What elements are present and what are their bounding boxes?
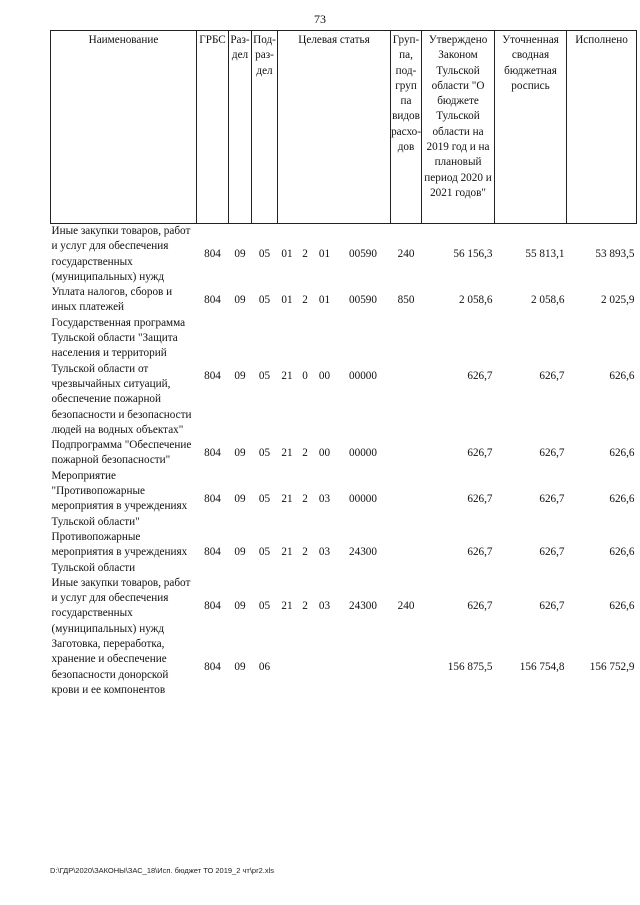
row-target-part-2: 2 xyxy=(302,492,308,505)
row-executed: 626,6 xyxy=(609,446,635,459)
row-target-part-2: 2 xyxy=(302,293,308,306)
row-name: Мероприятие "Противопожарные мероприятия в учреждениях Тульской области" xyxy=(51,469,188,528)
row-approved: 56 156,3 xyxy=(453,247,493,260)
row-executed: 626,6 xyxy=(609,370,635,383)
row-executed: 626,6 xyxy=(609,599,635,612)
table-row xyxy=(51,576,637,637)
header-name: Наименование xyxy=(51,31,197,224)
header-expense-group: Груп-па, под-груп па видов расхо-дов xyxy=(391,31,422,224)
row-target-part-2 xyxy=(297,637,314,698)
row-target-part-1: 21 xyxy=(281,599,293,612)
row-executed: 53 893,5 xyxy=(595,247,635,260)
row-name: Иные закупки товаров, работ и услуг для обеспечения государственных (муниципальных) нужд xyxy=(51,225,191,283)
footer-file-path: D:\ГДР\2020\ЗАКОНЫ\ЗАС_18\Исп. бюджет ТО 2019_2 чт\pr2.xls xyxy=(50,866,274,875)
row-target-part-2: 0 xyxy=(302,370,308,383)
row-expense-group xyxy=(391,316,422,438)
row-podrazdel: 05 xyxy=(258,492,271,505)
row-grbs: 804 xyxy=(204,370,221,383)
row-refined: 626,7 xyxy=(539,546,565,559)
header-approved: Утверждено Законом Тульской области "О бюджете Тульской области на 2019 год и на плановый период 2020 и 2021 годов" xyxy=(422,31,495,224)
row-podrazdel: 05 xyxy=(258,370,271,383)
row-podrazdel: 05 xyxy=(258,599,271,612)
row-target-part-1: 01 xyxy=(281,293,293,306)
header-podrazdel: Под-раз-дел xyxy=(252,31,278,224)
row-approved: 2 058,6 xyxy=(458,293,493,306)
header-target-article: Целевая статья xyxy=(278,31,391,224)
row-razdel: 09 xyxy=(234,293,246,306)
row-expense-group: 240 xyxy=(397,599,415,612)
row-target-part-4: 00000 xyxy=(349,370,377,383)
table-row xyxy=(51,637,637,698)
row-target-part-1 xyxy=(278,637,297,698)
table-row xyxy=(51,316,637,438)
row-refined: 626,7 xyxy=(539,446,565,459)
row-razdel: 09 xyxy=(234,370,246,383)
row-target-part-2: 2 xyxy=(302,446,308,459)
row-target-part-3: 03 xyxy=(318,546,331,559)
row-expense-group xyxy=(391,438,422,469)
row-target-part-4: 00590 xyxy=(349,293,377,306)
row-approved: 626,7 xyxy=(467,546,493,559)
row-razdel: 09 xyxy=(234,492,246,505)
row-target-part-1: 21 xyxy=(281,492,293,505)
row-expense-group: 850 xyxy=(397,293,415,306)
row-target-part-3: 03 xyxy=(318,492,331,505)
row-grbs: 804 xyxy=(204,293,221,306)
row-target-part-1: 21 xyxy=(281,546,293,559)
row-razdel: 09 xyxy=(234,446,246,459)
row-refined: 156 754,8 xyxy=(519,660,565,673)
row-name: Государственная программа Тульской области "Защита населения и территорий Тульской области от чрезвычайных ситуаций, обеспечение пожарной безопасности и безопасности людей на водных объектах" xyxy=(51,316,192,436)
row-target-part-1: 01 xyxy=(281,247,293,260)
row-podrazdel: 05 xyxy=(258,446,271,459)
row-target-part-4: 00000 xyxy=(349,492,377,505)
row-target-part-3: 03 xyxy=(318,599,331,612)
row-razdel: 09 xyxy=(234,599,246,612)
row-target-part-2: 2 xyxy=(302,247,308,260)
row-razdel: 09 xyxy=(234,660,246,673)
row-approved: 626,7 xyxy=(467,492,493,505)
row-target-part-3: 01 xyxy=(318,247,331,260)
row-executed: 626,6 xyxy=(609,546,635,559)
row-refined: 626,7 xyxy=(539,599,565,612)
row-grbs: 804 xyxy=(204,446,221,459)
budget-table xyxy=(50,30,637,698)
row-razdel: 09 xyxy=(234,546,246,559)
row-name: Противопожарные мероприятия в учреждениях Тульской области xyxy=(51,530,188,574)
row-target-part-4: 24300 xyxy=(349,546,377,559)
row-name: Уплата налогов, сборов и иных платежей xyxy=(51,286,173,314)
row-approved: 156 875,5 xyxy=(447,660,493,673)
header-razdel: Раз-дел xyxy=(229,31,252,224)
row-target-part-3: 01 xyxy=(318,293,331,306)
row-grbs: 804 xyxy=(204,660,221,673)
row-refined: 55 813,1 xyxy=(525,247,565,260)
row-name: Заготовка, переработка, хранение и обеспечение безопасности донорской крови и ее компонентов xyxy=(51,638,169,696)
row-expense-group xyxy=(391,637,422,698)
row-target-part-1: 21 xyxy=(281,370,293,383)
table-row xyxy=(51,530,637,576)
row-refined: 2 058,6 xyxy=(530,293,565,306)
row-expense-group xyxy=(391,530,422,576)
row-approved: 626,7 xyxy=(467,446,493,459)
row-refined: 626,7 xyxy=(539,370,565,383)
row-podrazdel: 05 xyxy=(258,247,271,260)
row-expense-group: 240 xyxy=(397,247,415,260)
table-row xyxy=(51,438,637,469)
row-podrazdel: 05 xyxy=(258,293,271,306)
row-podrazdel: 06 xyxy=(258,660,271,673)
row-razdel: 09 xyxy=(234,247,246,260)
row-target-part-3: 00 xyxy=(318,370,331,383)
row-target-part-1: 21 xyxy=(281,446,293,459)
row-refined: 626,7 xyxy=(539,492,565,505)
row-target-part-4: 00000 xyxy=(349,446,377,459)
row-approved: 626,7 xyxy=(467,599,493,612)
row-executed: 2 025,9 xyxy=(600,293,635,306)
row-target-part-2: 2 xyxy=(302,546,308,559)
header-grbs: ГРБС xyxy=(197,31,229,224)
row-executed: 626,6 xyxy=(609,492,635,505)
row-target-part-4 xyxy=(336,637,391,698)
table-row xyxy=(51,285,637,316)
row-expense-group xyxy=(391,469,422,530)
row-grbs: 804 xyxy=(204,247,221,260)
page-number: 73 xyxy=(314,12,326,26)
row-target-part-4: 24300 xyxy=(349,599,377,612)
row-grbs: 804 xyxy=(204,492,221,505)
row-executed: 156 752,9 xyxy=(589,660,635,673)
table-row xyxy=(51,469,637,530)
header-executed: Исполнено xyxy=(567,31,637,224)
row-approved: 626,7 xyxy=(467,370,493,383)
row-target-part-3: 00 xyxy=(318,446,331,459)
header-refined: Уточненная сводная бюджетная роспись xyxy=(495,31,567,224)
row-target-part-3 xyxy=(314,637,336,698)
row-grbs: 804 xyxy=(204,546,221,559)
table-body xyxy=(51,224,637,699)
row-grbs: 804 xyxy=(204,599,221,612)
row-target-part-4: 00590 xyxy=(349,247,377,260)
row-name: Иные закупки товаров, работ и услуг для обеспечения государственных (муниципальных) нужд xyxy=(51,576,191,635)
row-podrazdel: 05 xyxy=(258,546,271,559)
row-name: Подпрограмма "Обеспечение пожарной безопасности" xyxy=(51,439,192,467)
header-row xyxy=(51,31,637,224)
row-target-part-2: 2 xyxy=(302,599,308,612)
table-row xyxy=(51,224,637,286)
